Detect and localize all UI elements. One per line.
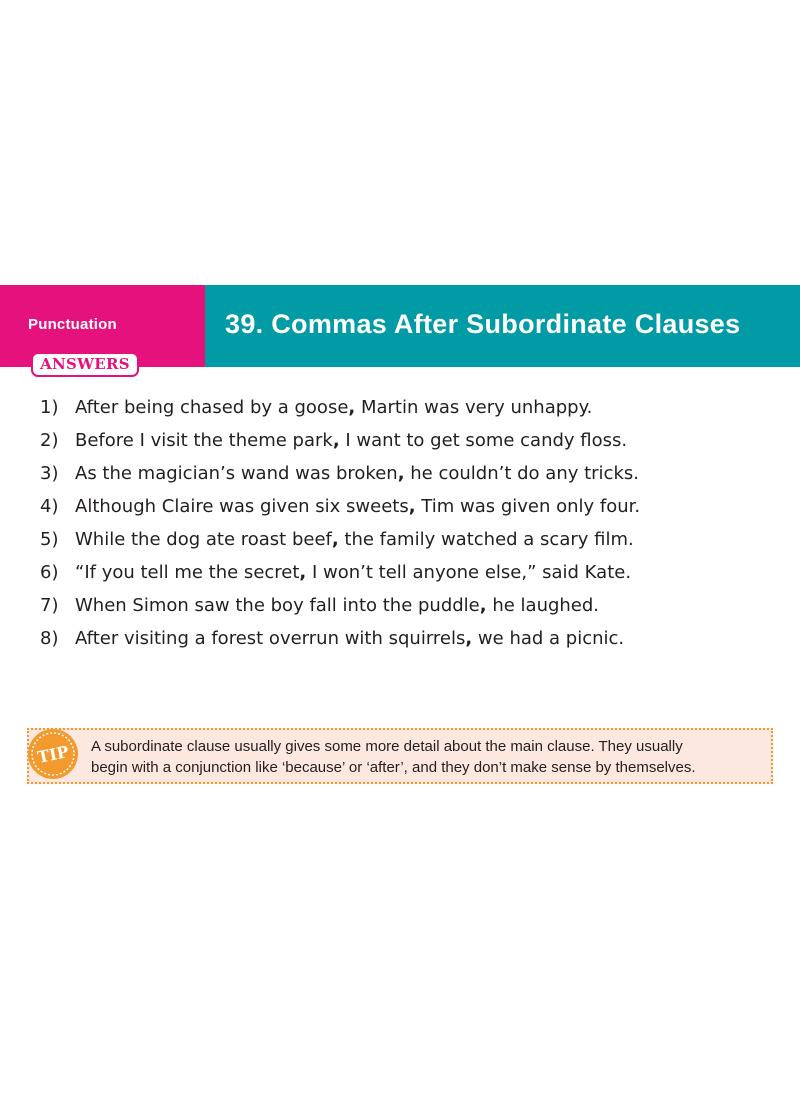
- answer-text: [75, 463, 639, 484]
- answer-clause: While the dog ate roast beef: [75, 529, 332, 550]
- answer-main: Tim was given only four.: [415, 496, 641, 517]
- tip-text: [91, 736, 761, 778]
- answer-number: 8): [40, 628, 59, 649]
- answer-item: [40, 523, 780, 556]
- answer-text: [75, 397, 592, 418]
- answer-text: [75, 562, 631, 583]
- answer-item: [40, 556, 780, 589]
- answer-number: 7): [40, 595, 59, 616]
- answer-main: Martin was very unhappy.: [355, 397, 593, 418]
- answer-item: [40, 391, 780, 424]
- section-label: Punctuation: [28, 316, 117, 333]
- answer-item: [40, 457, 780, 490]
- answer-text: [75, 595, 599, 616]
- answer-main: we had a picnic.: [472, 628, 625, 649]
- answer-clause: After visiting a forest overrun with squirrels: [75, 628, 466, 649]
- answer-clause: Before I visit the theme park: [75, 430, 333, 451]
- answers-badge: ANSWERS: [31, 352, 139, 377]
- answer-main: I want to get some candy floss.: [339, 430, 628, 451]
- answer-clause: Although Claire was given six sweets: [75, 496, 409, 517]
- answer-number: 1): [40, 397, 59, 418]
- tip-badge-label: TIP: [35, 741, 71, 768]
- answer-number: 5): [40, 529, 59, 550]
- answer-comma: ,: [408, 496, 416, 517]
- answer-number: 3): [40, 463, 59, 484]
- answer-item: [40, 424, 780, 457]
- answer-comma: ,: [348, 397, 356, 418]
- answer-clause: When Simon saw the boy fall into the puddle: [75, 595, 480, 616]
- answer-item: [40, 490, 780, 523]
- page-title: 39. Commas After Subordinate Clauses: [225, 309, 741, 339]
- answer-main: the family watched a scary film.: [338, 529, 634, 550]
- answer-number: 2): [40, 430, 59, 451]
- answer-comma: ,: [479, 595, 487, 616]
- answer-main: he couldn’t do any tricks.: [404, 463, 639, 484]
- answer-number: 4): [40, 496, 59, 517]
- answer-clause: After being chased by a goose: [75, 397, 349, 418]
- title-bar: [205, 285, 800, 367]
- answer-comma: ,: [299, 562, 307, 583]
- answer-clause: “If you tell me the secret: [75, 562, 300, 583]
- tip-line: begin with a conjunction like ‘because’ or ‘after’, and they don’t make sense by themselves.: [91, 759, 696, 776]
- answer-text: [75, 496, 640, 517]
- answer-clause: As the magician’s wand was broken: [75, 463, 398, 484]
- answer-item: [40, 589, 780, 622]
- answer-text: [75, 529, 634, 550]
- tip-line: A subordinate clause usually gives some more detail about the main clause. They usually: [91, 738, 683, 755]
- tip-box: [27, 728, 773, 784]
- answer-comma: ,: [465, 628, 473, 649]
- answer-list: [40, 391, 780, 655]
- answer-comma: ,: [397, 463, 405, 484]
- answer-comma: ,: [332, 430, 340, 451]
- answer-item: [40, 622, 780, 655]
- answer-main: he laughed.: [486, 595, 600, 616]
- answer-number: 6): [40, 562, 59, 583]
- answer-text: [75, 430, 627, 451]
- answer-main: I won’t tell anyone else,” said Kate.: [306, 562, 632, 583]
- tip-badge-icon: [27, 728, 79, 780]
- answer-comma: ,: [331, 529, 339, 550]
- answer-text: [75, 628, 624, 649]
